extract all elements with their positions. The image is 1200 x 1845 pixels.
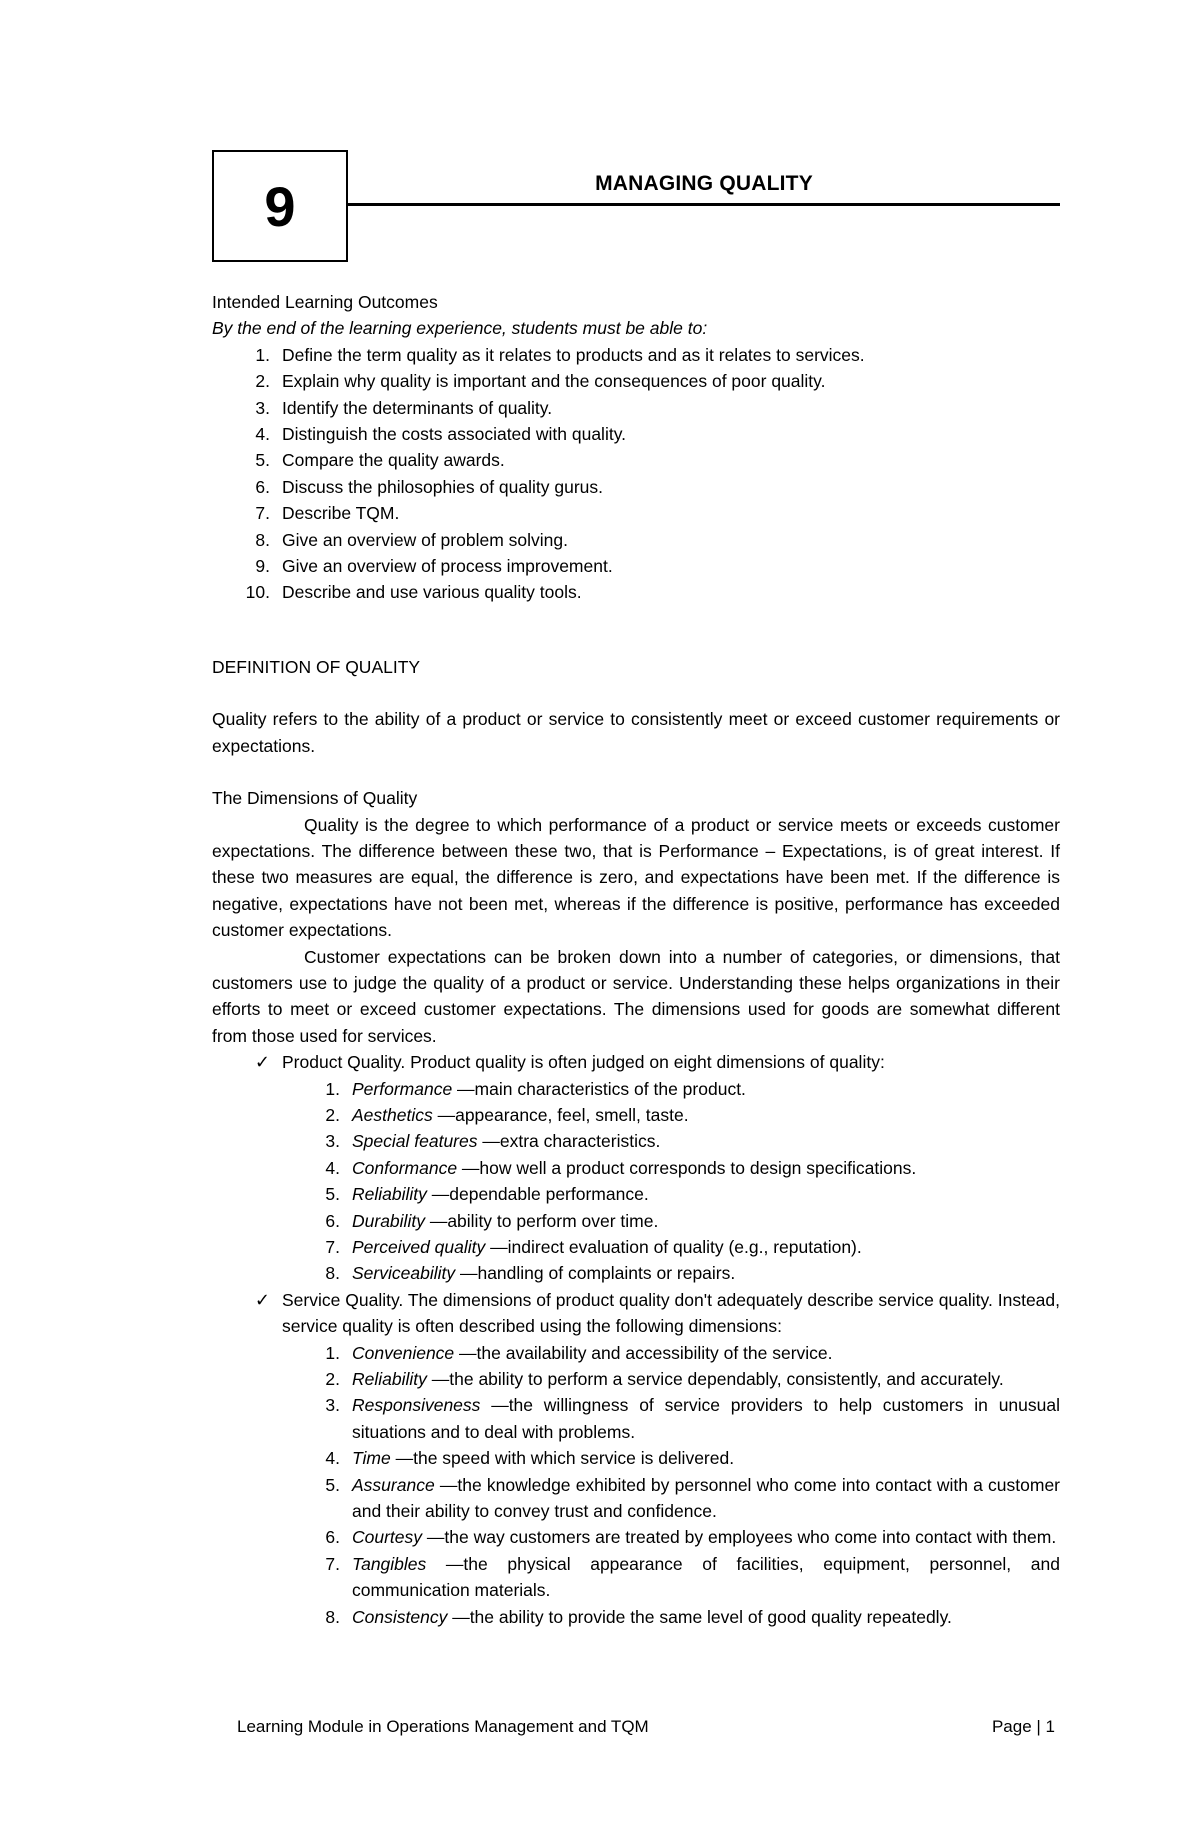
dimension-description: —extra characteristics. [477,1131,661,1152]
dimension-term: Courtesy [352,1527,423,1548]
dimension-term: Convenience [352,1342,455,1363]
product-dimensions-list [212,1076,1060,1287]
dimensions-paragraph-1: Quality is the degree to which performance of a product or service meets or exceeds customer expectations. The difference between these two, that is Performance – Expectations, is of great interest. If these two measures are equal, the difference is zero, and expectations have been met. If the difference is negative, expectations have not been met, whereas if the difference is positive, performance has exceeded customer expectations. [212,814,1060,941]
outcome-text: Define the term quality as it relates to products and as it relates to services. [282,344,865,365]
dimension-number: 7. [325,1553,340,1574]
dimension-term: Conformance [352,1157,458,1178]
outcome-text: Distinguish the costs associated with quality. [282,424,627,445]
service-dimension-item [212,1366,1060,1392]
dimension-term: Reliability [352,1184,427,1205]
dimension-text [352,1472,1060,1525]
dimension-text [352,1445,1060,1471]
dimension-term: Tangibles [352,1553,427,1574]
dimension-description: —dependable performance. [426,1184,649,1205]
dimension-description: —the willingness of service providers to help customers in unusual situations and to deal with problems. [352,1395,1060,1442]
service-dimension-item [212,1445,1060,1471]
dimension-number: 1. [325,1078,340,1099]
service-dimension-item [212,1472,1060,1525]
dimension-number: 7. [325,1237,340,1257]
product-dimension-item [212,1128,1060,1154]
dimension-number: 5. [325,1184,340,1205]
product-dimension-item [212,1102,1060,1128]
dimension-description: —appearance, feel, smell, taste. [432,1104,689,1125]
outcome-number: 6. [255,476,270,497]
outcome-number: 4. [255,424,270,445]
outcome-item [212,553,1060,579]
dimension-text [352,1076,1060,1102]
outcome-item [212,500,1060,526]
dimension-number: 6. [325,1527,340,1548]
dimension-text [352,1128,1060,1154]
outcome-item [212,474,1060,500]
page-content [212,289,1060,1630]
outcome-text: Give an overview of problem solving. [282,529,568,550]
outcome-text: Describe TQM. [282,503,400,524]
dimension-number: 2. [325,1104,340,1125]
service-quality-lead: Service Quality. The dimensions of product quality don't adequately describe service quality. Instead, service quality is often described using the following dimensions: [282,1289,1060,1337]
dimension-term: Durability [352,1210,425,1231]
service-dimension-item [212,1340,1060,1366]
dimension-text [352,1340,1060,1366]
dimension-description: —ability to perform over time. [424,1210,659,1231]
dimension-number: 8. [325,1606,340,1627]
page-footer [237,1717,1055,1737]
dimension-term: Consistency [352,1606,448,1627]
service-quality-bullet [212,1287,1060,1340]
dimensions-paragraph-2: Customer expectations can be broken down into a number of categories, or dimensions, that customers use to judge the quality of a product or service. Understanding these helps organizations in their efforts to meet or exceed customer expectations. The dimensions used for goods are somewhat different from those used for services. [212,946,1060,1046]
product-quality-lead: Product Quality. Product quality is often judged on eight dimensions of quality: [282,1052,885,1073]
outcome-text: Explain why quality is important and the consequences of poor quality. [282,371,826,392]
service-dimension-item [212,1604,1060,1630]
outcomes-heading: Intended Learning Outcomes [212,292,438,312]
dimension-description: —main characteristics of the product. [452,1078,746,1099]
outcome-item [212,421,1060,447]
chapter-number-box [212,150,348,262]
product-dimension-item [212,1155,1060,1181]
outcome-number: 8. [255,529,270,550]
outcome-item [212,579,1060,605]
outcomes-list [212,342,1060,606]
dimensions-heading: The Dimensions of Quality [212,788,418,809]
outcome-text: Give an overview of process improvement. [282,556,613,577]
outcome-text: Discuss the philosophies of quality gurus. [282,476,604,497]
dimension-term: Perceived quality [352,1237,486,1257]
checkmark-icon: ✓ [254,1289,270,1310]
outcome-item [212,342,1060,368]
dimension-number: 2. [325,1369,340,1390]
dimension-text [352,1524,1060,1550]
product-dimension-item [212,1181,1060,1207]
dimension-description: —the speed with which service is delivered. [390,1448,735,1469]
service-dimension-item [212,1392,1060,1445]
outcome-item [212,395,1060,421]
outcome-item [212,368,1060,394]
service-dimension-item [212,1524,1060,1550]
dimension-description: —handling of complaints or repairs. [455,1263,736,1284]
dimension-term: Assurance [352,1474,435,1495]
service-dimensions-list [212,1340,1060,1630]
dimension-text [352,1208,1060,1234]
dimension-number: 6. [325,1210,340,1231]
dimension-number: 5. [325,1474,340,1495]
dimension-term: Responsiveness [352,1395,481,1416]
outcome-number: 9. [255,556,270,577]
dimension-term: Special features [352,1131,478,1152]
outcome-item [212,527,1060,553]
dimension-description: —the physical appearance of facilities, equipment, personnel, and communication materials. [352,1553,1060,1601]
dimension-text [352,1234,1060,1260]
definition-text: Quality refers to the ability of a product or service to consistently meet or exceed customer requirements or expectations. [212,709,1060,756]
dimension-text [352,1155,1060,1181]
dimension-term: Time [352,1448,391,1469]
checkmark-icon: ✓ [254,1052,270,1073]
dimension-number: 4. [325,1448,340,1469]
dimension-text [352,1102,1060,1128]
chapter-title: MANAGING QUALITY [595,172,813,195]
dimension-text [352,1366,1060,1392]
dimension-number: 3. [325,1131,340,1152]
dimension-number: 8. [325,1263,340,1284]
dimension-description: —indirect evaluation of quality (e.g., reputation). [485,1237,862,1257]
dimension-number: 3. [325,1395,340,1416]
outcome-text: Identify the determinants of quality. [282,397,553,418]
dimension-description: —the ability to perform a service dependably, consistently, and accurately. [426,1369,1004,1390]
chapter-title-rule [348,203,1060,206]
outcome-number: 1. [255,344,270,365]
dimension-description: —the knowledge exhibited by personnel who come into contact with a customer and their ability to convey trust and confidence. [352,1474,1060,1522]
product-quality-bullet [212,1049,1060,1075]
outcome-text: Describe and use various quality tools. [282,582,582,603]
outcome-number: 3. [255,397,270,418]
dimension-text [352,1604,1060,1630]
dimension-description: —the way customers are treated by employees who come into contact with them. [422,1527,1057,1548]
dimension-text [352,1181,1060,1207]
outcome-number: 10. [245,582,270,603]
outcome-item [212,447,1060,473]
dimension-term: Aesthetics [352,1104,433,1125]
footer-page-number: Page | 1 [991,1717,1055,1736]
outcomes-intro: By the end of the learning experience, students must be able to: [212,318,708,339]
service-dimension-item [212,1551,1060,1604]
chapter-number: 9 [264,174,296,238]
dimension-text [352,1551,1060,1604]
dimension-text [352,1260,1060,1286]
dimension-number: 1. [325,1342,340,1363]
product-dimension-item [212,1076,1060,1102]
outcome-number: 7. [255,503,270,524]
outcome-text: Compare the quality awards. [282,450,505,471]
dimension-term: Serviceability [352,1263,456,1284]
footer-module-title: Learning Module in Operations Management and TQM [237,1717,649,1736]
product-dimension-item [212,1260,1060,1286]
definition-heading: DEFINITION OF QUALITY [212,656,421,677]
dimension-number: 4. [325,1157,340,1178]
dimension-term: Reliability [352,1369,427,1390]
dimension-description: —the availability and accessibility of the service. [454,1342,833,1363]
dimension-term: Performance [352,1078,453,1099]
dimension-text [352,1392,1060,1445]
outcome-number: 2. [255,371,270,392]
product-dimension-item [212,1234,1060,1260]
dimension-description: —the ability to provide the same level of good quality repeatedly. [447,1606,952,1627]
product-dimension-item [212,1208,1060,1234]
outcome-number: 5. [255,450,270,471]
dimension-description: —how well a product corresponds to design specifications. [457,1157,917,1178]
